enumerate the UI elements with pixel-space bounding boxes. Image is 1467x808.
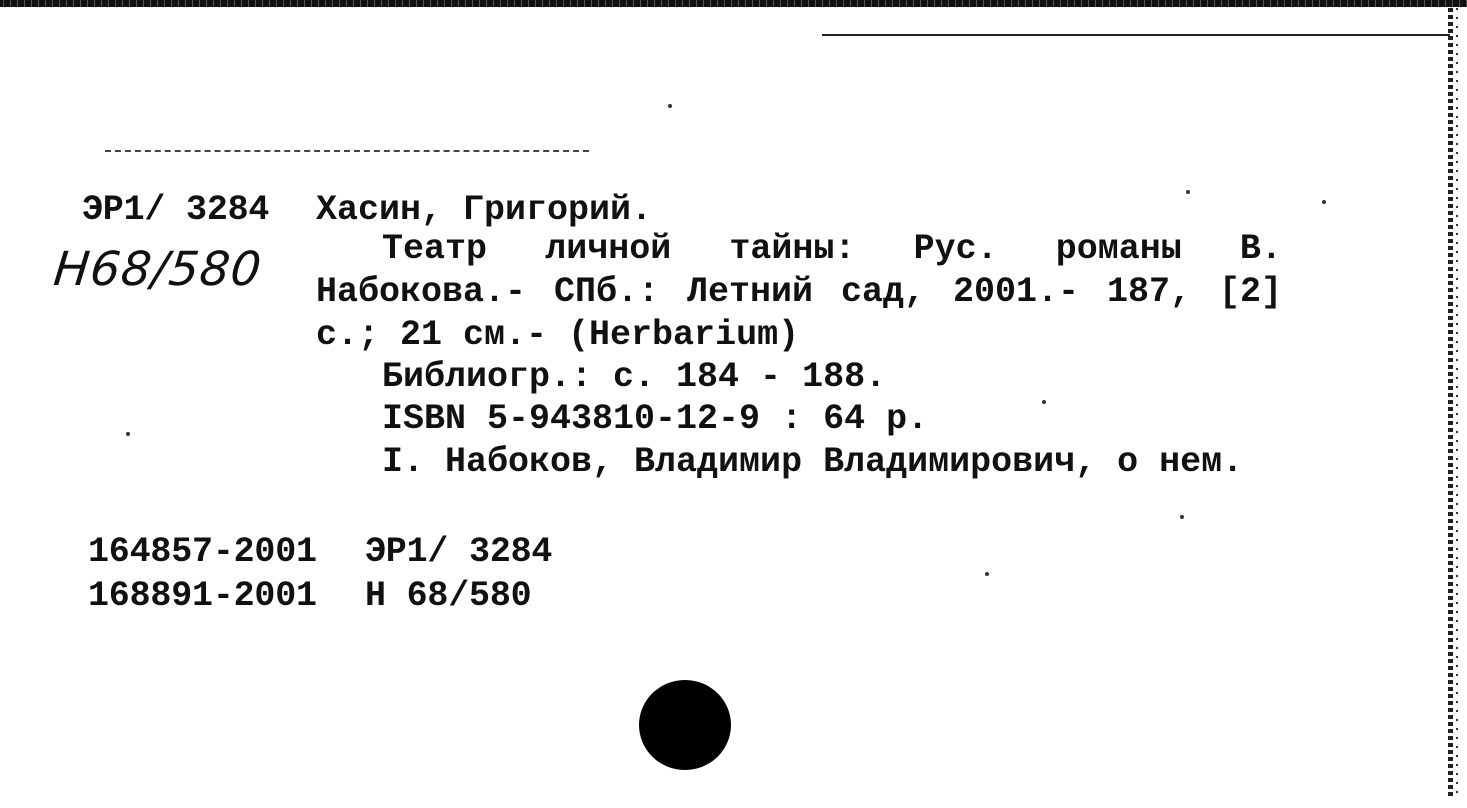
scan-speck [668,104,672,108]
author-heading: Хасин, Григорий. [316,190,653,230]
imprint-word: [2] [1218,272,1282,312]
subject-entry: I. Набоков, Владимир Владимирович, о нем. [382,442,1244,482]
imprint-word: сад, [841,272,926,312]
scan-speck [1186,190,1190,194]
card-right-edge [1448,8,1453,798]
punch-hole [639,680,731,770]
scan-speck [1042,400,1046,404]
isbn-line: ISBN 5-943810-12-9 : 64 р. [382,399,929,439]
card-top-border [0,0,1467,7]
scan-speck [985,572,989,576]
title-word: личной [545,229,672,269]
holding-shelfmark: ЭР1/ 3284 [365,532,553,572]
title-word: тайны: [729,229,856,269]
imprint-word: Летний [687,272,814,312]
scan-speck [1180,515,1184,519]
holding-accession: 164857-2001 [88,532,317,572]
title-line [316,227,1282,271]
imprint-line [316,270,1282,314]
imprint-word: СПб.: [554,272,660,312]
bibliography-note: Библиогр.: с. 184 - 188. [382,357,887,397]
imprint-word: Набокова.- [316,272,527,312]
title-word: Театр [382,229,488,269]
imprint-word: 187, [1107,272,1192,312]
top-rule [822,34,1450,36]
heading-rule [105,150,589,152]
title-word: В. [1239,229,1282,269]
holding-accession: 168891-2001 [88,576,317,616]
title-word: романы [1055,229,1182,269]
card-right-edge-dots [1456,8,1458,798]
holding-shelfmark: Н 68/580 [365,576,532,616]
call-number: ЭР1/ 3284 [82,190,270,230]
physical-description: с.; 21 см.- (Herbarium) [316,315,800,355]
title-word: Рус. [913,229,998,269]
scan-speck [1322,200,1326,204]
handwritten-shelfmark: H68/580 [51,242,265,297]
imprint-word: 2001.- [953,272,1080,312]
scan-speck [126,432,130,436]
